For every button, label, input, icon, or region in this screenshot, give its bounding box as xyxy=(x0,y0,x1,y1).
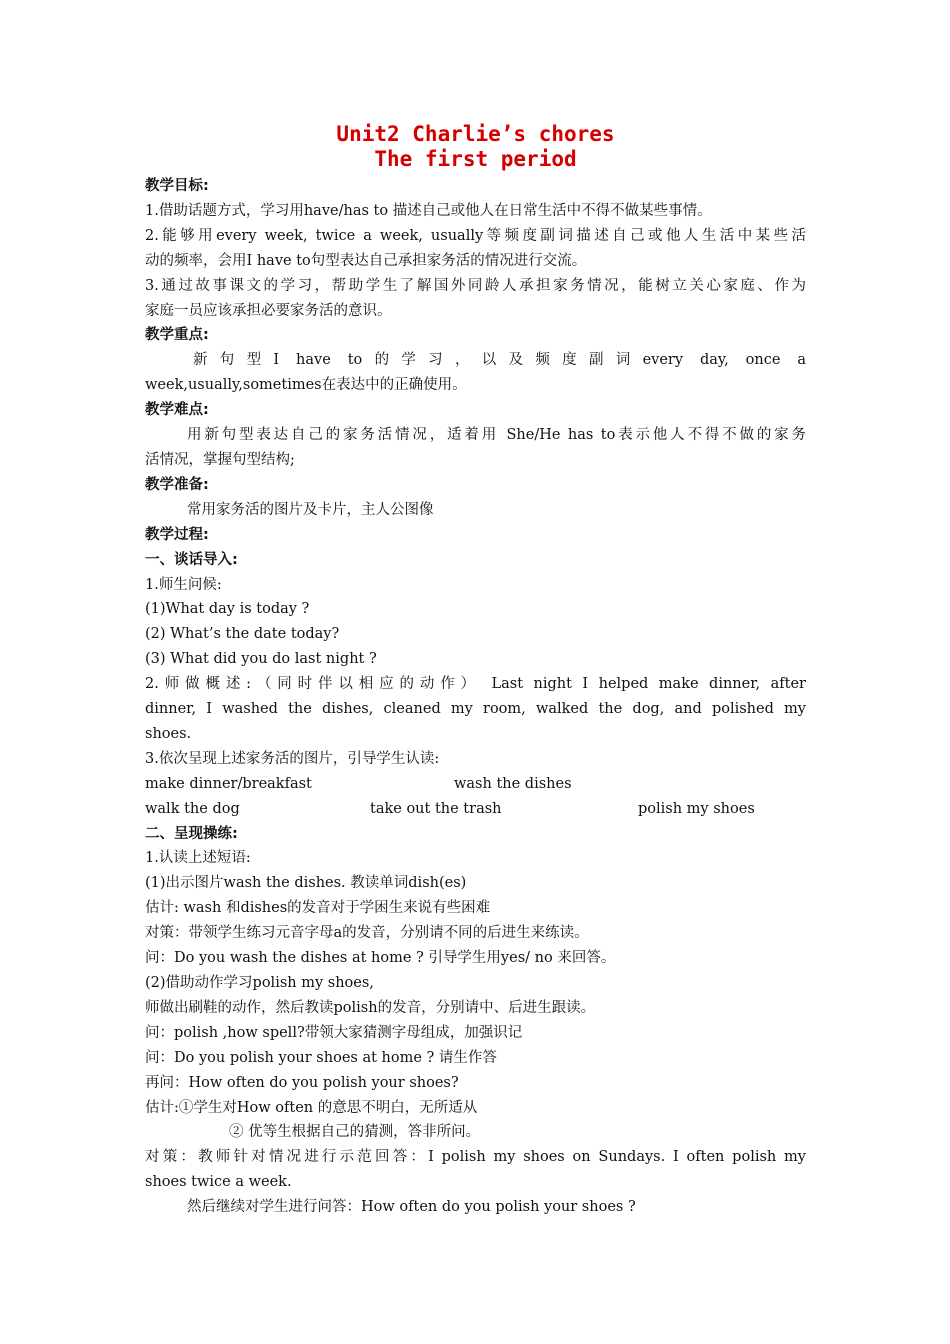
process-line: (2) What’s the date today? xyxy=(145,626,340,643)
process-line: (3) What did you do last night ? xyxy=(145,651,377,668)
preparation-text: 常用家务活的图片及卡片，主人公图像 xyxy=(187,501,434,518)
difficulties-line: 活情况，掌握句型结构; xyxy=(145,451,295,468)
section2-heading: 二、呈现操练: xyxy=(145,825,238,842)
phrase-row xyxy=(145,797,806,822)
objective-line: 1.借助话题方式，学习用have/has to 描述自己或他人在日常生活中不得不做某些事情。 xyxy=(145,202,712,219)
objective-line: 动的频率，会用I have to句型表达自己承担家务活的情况进行交流。 xyxy=(145,252,587,269)
process-line: (1)出示图片wash the dishes. 教读单词dish(es) xyxy=(145,875,467,892)
process-line: shoes. xyxy=(145,725,192,742)
process-heading: 教学过程: xyxy=(145,526,209,543)
preparation-heading: 教学准备: xyxy=(145,476,209,493)
process-line: (2)借助动作学习polish my shoes, xyxy=(145,974,374,991)
process-line: 1.师生问候: xyxy=(145,576,222,593)
process-line: 2.师做概述:（同时伴以相应的动作） Last night I helped make dinner, after xyxy=(145,676,806,693)
document-page xyxy=(145,122,806,1220)
key-points-line: 新句型I have to的学习，以及频度副词every day, once a xyxy=(193,352,806,369)
key-points-line: week,usually,sometimes在表达中的正确使用。 xyxy=(145,377,467,394)
phrase: make dinner/breakfast xyxy=(145,775,312,792)
process-line: 对策：带领学生练习元音字母a的发音，分别请不同的后进生来练读。 xyxy=(145,925,589,942)
process-line: shoes twice a week. xyxy=(145,1174,292,1191)
process-line: 师做出刷鞋的动作，然后教读polish的发音，分别请中、后进生跟读。 xyxy=(145,999,596,1016)
phrase-row xyxy=(145,772,806,797)
process-line: 对策：教师针对情况进行示范回答：I polish my shoes on Sundays. I often polish my xyxy=(145,1149,806,1166)
phrase: wash the dishes xyxy=(454,775,572,792)
process-line: 问：polish ,how spell?带领大家猜测字母组成，加强识记 xyxy=(145,1024,523,1041)
process-line: 1.认读上述短语: xyxy=(145,850,251,867)
objective-line: 2.能够用every week, twice a week, usually等频度副词描述自己或他人生活中某些活 xyxy=(145,227,806,244)
process-line: 再问：How often do you polish your shoes? xyxy=(145,1074,459,1091)
process-line: 估计: wash 和dishes的发音对于学困生来说有些困难 xyxy=(145,900,491,917)
process-line: 然后继续对学生进行问答：How often do you polish your shoes ? xyxy=(187,1199,636,1216)
title-line-1: Unit2 Charlie’s chores xyxy=(336,122,615,146)
difficulties-line: 用新句型表达自己的家务活情况，适着用 She/He has to表示他人不得不做的家务 xyxy=(187,427,806,444)
section1-heading: 一、谈话导入: xyxy=(145,551,238,568)
process-line: dinner, I washed the dishes, cleaned my room, walked the dog, and polished my xyxy=(145,701,806,718)
process-line: (1)What day is today ? xyxy=(145,601,310,618)
difficulties-heading: 教学难点: xyxy=(145,402,209,419)
process-line: 问：Do you wash the dishes at home ? 引导学生用yes/ no 来回答。 xyxy=(145,950,616,967)
process-line: ② 优等生根据自己的猜测，答非所问。 xyxy=(229,1124,481,1141)
phrase: take out the trash xyxy=(370,800,502,817)
process-line: 问：Do you polish your shoes at home ? 请生作答 xyxy=(145,1049,497,1066)
objectives-heading: 教学目标: xyxy=(145,178,209,194)
key-points-heading: 教学重点: xyxy=(145,327,209,344)
objective-line: 3.通过故事课文的学习，帮助学生了解国外同龄人承担家务情况，能树立关心家庭、作为 xyxy=(145,277,806,294)
title-line-2: The first period xyxy=(374,147,577,171)
phrase: walk the dog xyxy=(145,800,240,817)
phrase: polish my shoes xyxy=(638,800,755,817)
process-line: 估计:①学生对How often 的意思不明白，无所适从 xyxy=(145,1099,478,1116)
process-line: 3.依次呈现上述家务活的图片，引导学生认读: xyxy=(145,750,440,767)
objective-line: 家庭一员应该承担必要家务活的意识。 xyxy=(145,302,392,319)
